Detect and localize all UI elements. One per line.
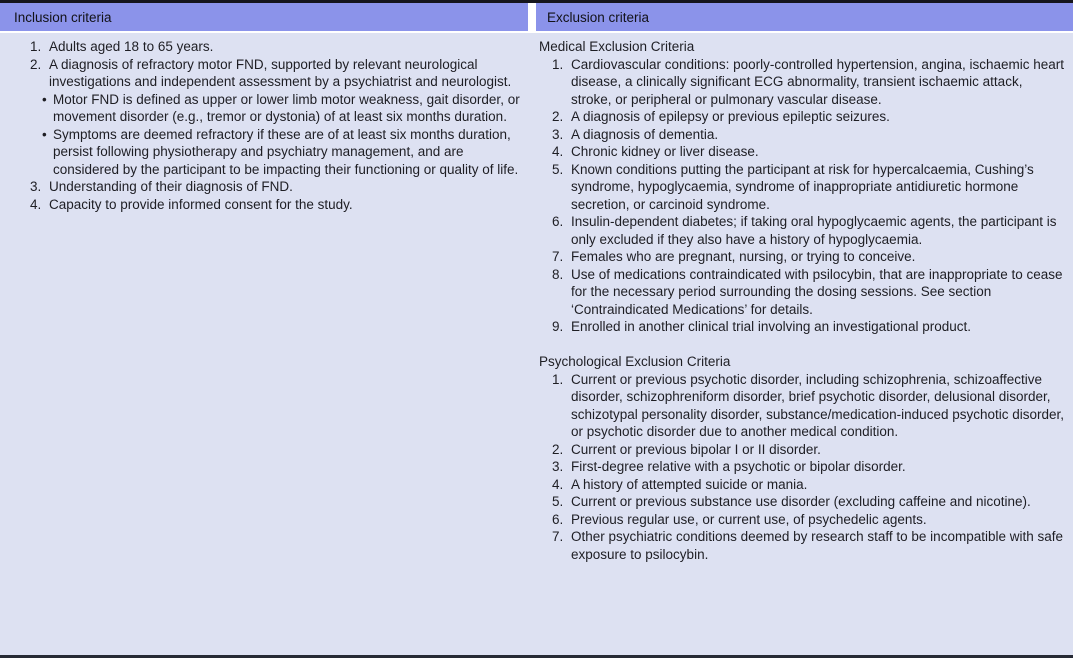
table-body [0,33,1073,655]
exclusion-criteria-header: Exclusion criteria [536,3,1073,31]
list-item-number: 7. [552,529,564,544]
list-item [30,178,524,196]
list-item [552,511,1065,529]
list-item-text: Use of medications contraindicated with psilocybin, that are inappropriate to cease for the necessary period surrounding the dosing sessions. See section ‘Contraindicated Medications’ for details. [571,266,1063,317]
list-item [552,528,1065,563]
bullet-icon: • [42,126,47,142]
list-item [552,108,1065,126]
inclusion-criteria-header: Inclusion criteria [0,3,528,31]
list-item [552,161,1065,214]
bottom-margin [0,658,1073,663]
list-item-number: 4. [552,144,564,159]
list-item-number: 3. [30,179,42,194]
list-item-text: Symptoms are deemed refractory if these are of at least six months duration, persist following physiotherapy and psychiatry management, and are considered by the participant to be impacting their functioning or quality of life. [53,126,519,177]
list-item-number: 2. [552,109,564,124]
list-item-text: A diagnosis of refractory motor FND, supported by relevant neurological investigations and independent assessment by a psychiatrist and neurologist. [49,56,512,89]
list-item-text: Cardiovascular conditions: poorly-controlled hypertension, angina, ischaemic heart disease, a clinically significant ECG abnormality, transient ischaemic attack, stroke, or peripheral or pulmonary vascular disease. [571,56,1065,107]
list-item [552,441,1065,459]
list-item [552,126,1065,144]
list-item-number: 1. [552,56,564,72]
bullet-icon: • [42,91,47,107]
list-item-number: 5. [552,161,564,177]
list-item [30,38,524,56]
list-item [552,493,1065,511]
list-item-text: Other psychiatric conditions deemed by research staff to be incompatible with safe exposure to psilocybin. [571,529,1064,562]
list-item-text: A diagnosis of dementia. [571,126,719,142]
list-item [552,143,1065,161]
list-item [552,56,1065,109]
list-item-text: A history of attempted suicide or mania. [571,476,808,492]
exclusion-criteria-column [528,33,1073,655]
list-item-text: Insulin-dependent diabetes; if taking oral hypoglycaemic agents, the participant is only excluded if they also have a history of hypoglycaemia. [571,214,1057,247]
list-item [552,458,1065,476]
list-item-number: 6. [552,511,564,527]
list-item-bullet [30,126,524,179]
list-item-number: 4. [30,196,42,212]
list-item-text: Understanding of their diagnosis of FND. [49,179,293,194]
header-column-gap [528,3,536,31]
list-item [552,371,1065,441]
list-item-number: 1. [30,39,42,54]
list-item-text: Current or previous substance use disorder (excluding caffeine and nicotine). [571,494,1031,509]
medical-exclusion-title: Medical Exclusion Criteria [539,39,695,54]
section-spacer [539,336,1065,354]
list-item-bullet [30,91,524,126]
list-item [552,476,1065,494]
inclusion-criteria-column [0,33,528,655]
list-item-number: 1. [552,371,564,387]
list-item-text: Motor FND is defined as upper or lower limb motor weakness, gait disorder, or movement disorder (e.g., tremor or dystonia) of at least six months duration. [53,91,520,124]
list-item-number: 2. [552,441,564,457]
list-item-number: 6. [552,214,564,229]
psychological-exclusion-list [552,371,1065,564]
psychological-exclusion-title: Psychological Exclusion Criteria [539,354,731,369]
list-item-number: 8. [552,266,564,282]
list-item [30,56,524,91]
list-item-number: 2. [30,56,42,72]
list-item [552,318,1065,336]
list-item-number: 3. [552,459,564,474]
list-item-text: Previous regular use, or current use, of psychedelic agents. [571,511,927,527]
list-item-text: Capacity to provide informed consent for the study. [49,196,353,212]
list-item-number: 5. [552,494,564,509]
medical-exclusion-list [552,56,1065,336]
list-item [552,248,1065,266]
list-item-text: Current or previous bipolar I or II disorder. [571,441,821,457]
list-item-text: Known conditions putting the participant at risk for hypercalcaemia, Cushing’s syndrome, hypoglycaemia, syndrome of inappropriate antidiuretic hormone secretion, or carcinoid syndrome. [571,161,1034,212]
list-item-number: 9. [552,319,564,334]
list-item-number: 3. [552,126,564,142]
list-item [552,213,1065,248]
list-item-text: Chronic kidney or liver disease. [571,144,759,159]
list-item [552,266,1065,319]
list-item-text: Adults aged 18 to 65 years. [49,39,214,54]
list-item [30,196,524,214]
table-header-row [0,3,1073,31]
list-item-text: Enrolled in another clinical trial involving an investigational product. [571,319,971,334]
list-item-text: Females who are pregnant, nursing, or trying to conceive. [571,249,916,264]
list-item-number: 7. [552,249,564,264]
list-item-text: First-degree relative with a psychotic or bipolar disorder. [571,459,906,474]
list-item-text: A diagnosis of epilepsy or previous epileptic seizures. [571,109,890,124]
list-item-text: Current or previous psychotic disorder, including schizophrenia, schizoaffective disorder, schizophreniform disorder, brief psychotic disorder, delusional disorder, schizotypal personality disorder, substance/medication-induced psychotic disorder, or psychotic disorder due to another medical condition. [571,371,1065,439]
list-item-number: 4. [552,476,564,492]
